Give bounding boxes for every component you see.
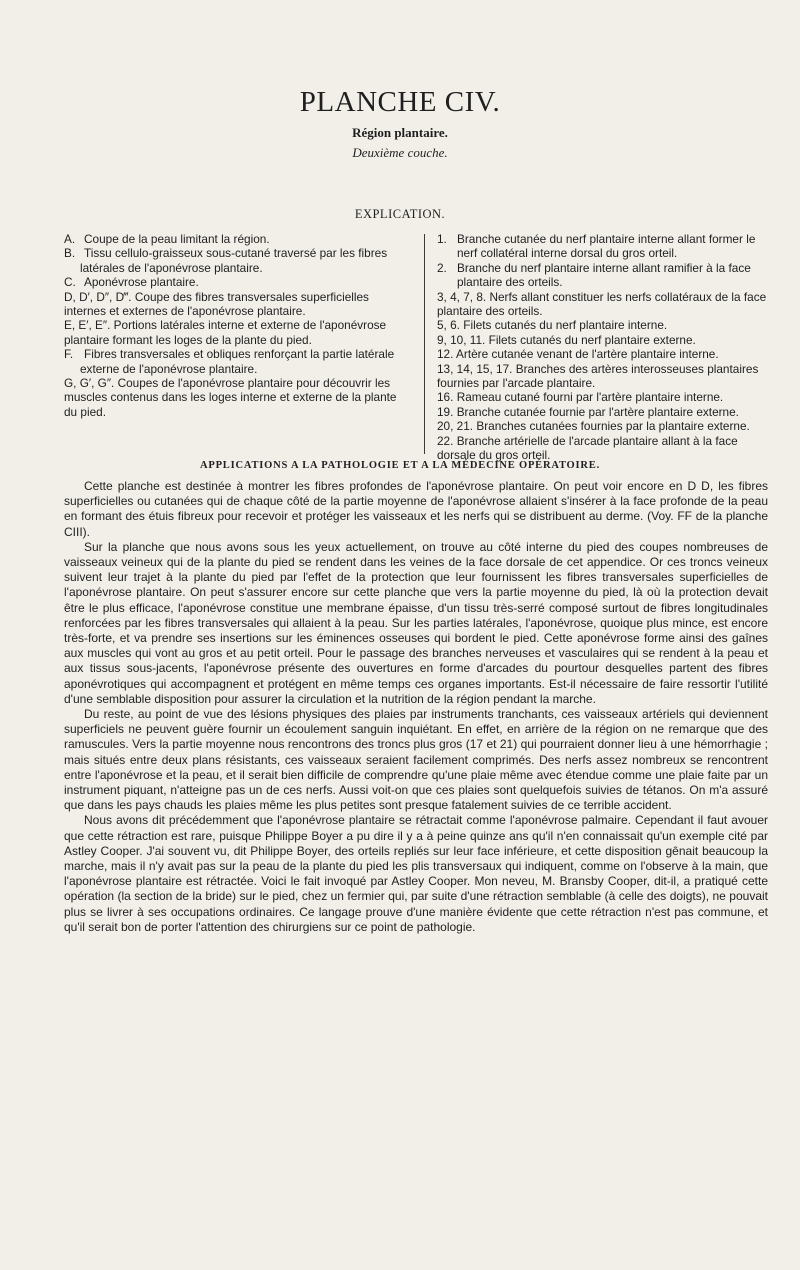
legend-text: Branche du nerf plantaire interne allant ramifier à la face plantaire des orteils. [457,260,751,290]
legend-text: Filets cutanés du nerf plantaire interne. [463,318,668,333]
legend-key: C. [64,275,76,290]
legend-key: E, E′, E″. [64,318,111,333]
legend-entry [437,405,767,419]
legend-entry [64,318,412,347]
legend-entry [64,275,412,289]
legend-entry [64,232,412,246]
paragraph: Sur la planche que nous avons sous les yeux actuellement, on trouve au côté interne du pied des coupes nombreuses de vaisseaux veineux qui de la plante du pied se rendent dans les veines de la face dorsale de cet appendice. Or ces troncs veineux suivent leur trajet à la plante du pied par l'effet de la protection que leur fournissent les fibres transversales superficielles de l'aponévrose plantaire. On peut s'assurer encore sur cette planche que vers la partie moyenne du pied, là où la protection devait être le plus efficace, l'aponévrose constitue une membrane épaisse, d'un tissu très-serré composé surtout de fibres longitudinales renforcées par les fibres transversales qui allaient à la peau. Sur les parties latérales, l'aponévrose, quoique plus mince, est encore très-forte, et va prendre ses insertions sur les éminences osseuses qui bordent le pied. Cette aponévrose forme ainsi des gaînes aux muscles qui vont au gros et au petit orteil. Pour le passage des branches nerveuses et vasculaires qui se rendent à la peau et aux tissus sous-jacents, l'aponévrose présente des ouvertures en forme d'arcades du pourtour desquelles partent des fibres aponévrotiques qui accompagnent et protégent en même temps ces organes importants. Est-il nécessaire de faire ressortir l'utilité d'une semblable disposition pour assurer la circulation et la nutrition de la région pendant la marche. [64,539,768,706]
legend-entry [437,362,767,391]
legend-text: Aponévrose plantaire. [84,275,199,290]
legend-entry [64,347,412,376]
legend-text: Branches des artères interosseuses plantaires fournies par l'arcade plantaire. [437,361,759,391]
legend-key: G, G′, G″. [64,376,115,391]
legend-text: Branche cutanée du nerf plantaire interne allant former le nerf collatéral interne dorsal du gros orteil. [457,232,756,261]
legend-key: B. [64,246,76,261]
legend-entry [437,290,767,319]
legend-text: Fibres transversales et obliques renforçant la partie latérale externe de l'aponévrose plantaire. [80,347,395,376]
legend-entry [437,318,767,332]
legend-text: Artère cutanée venant de l'artère plantaire interne. [456,347,719,362]
legend-text: Branches cutanées fournies par la plantaire externe. [476,419,750,434]
legend-entry [437,333,767,347]
paragraph: Cette planche est destinée à montrer les fibres profondes de l'aponévrose plantaire. On peut voir encore en D D, les fibres superficielles ou cutanées qui de chaque côté de la partie moyenne de l'aponévrose allaient s'insérer à la face profonde de la peau en formant des étuis fibreux pour recevoir et protéger les vaisseaux et les nerfs qui se distribuent au derme. (Voy. FF de la planche CIII). [64,479,768,539]
legend-key: 20, 21. [437,419,474,434]
legend-key: 5, 6. [437,318,460,333]
legend-key: 3, 4, 7, 8. [437,289,487,304]
legend-key: 9, 10, 11. [437,332,486,347]
legend-key: 19. [437,404,454,419]
legend-key: F. [64,347,74,362]
legend-key: 12. [437,347,454,362]
legend-entry [437,419,767,433]
legend-entry [437,390,767,404]
legend-text: Branche cutanée fournie par l'artère plantaire externe. [456,404,739,419]
legend-key: D, D′, D″, D‴. [64,289,132,304]
legend-right-column [437,232,767,463]
legend-text: Coupe de la peau limitant la région. [84,232,270,246]
legend-key: 13, 14, 15, 17. [437,361,513,376]
plate-title: PLANCHE CIV. [299,86,501,118]
region-subtitle: Région plantaire. [352,125,448,140]
legend-left-column [64,232,412,419]
explanation-heading: EXPLICATION. [354,207,446,221]
legend-text: Portions latérales interne et externe de l'aponévrose plantaire formant les loges de la plante du pied. [64,318,387,347]
legend-entry [437,434,767,463]
legend-text: Tissu cellulo-graisseux sous-cutané traversé par les fibres latérales de l'aponévrose plantaire. [80,246,388,275]
legend-entry [437,232,767,261]
legend-text: Nerfs allant constituer les nerfs collatéraux de la face plantaire des orteils. [437,289,767,319]
column-divider [424,234,425,454]
legend-key: A. [64,232,76,246]
legend-key: 2. [437,260,447,275]
paragraph: Nous avons dit précédemment que l'aponévrose plantaire se rétractait comme l'aponévrose palmaire. Cependant il faut avouer que cette rétraction est rare, puisque Philippe Boyer a pu dire il y a à peine quinze ans qu'il n'en connaissait qu'un exemple cité par Astley Cooper. J'ai souvent vu, dit Philippe Boyer, des orteils repliés sur leur face inférieure, et cette disposition gênait beaucoup la marche, mais il n'y avait pas sur la peau de la plante du pied les plis transversaux qui indiquent, comme on l'observe à la main, que l'aponévrose plantaire est rétractée. Voici le fait invoqué par Astley Cooper. Mon neveu, M. Bransby Cooper, dit-il, a pratiqué cette opération (la section de la bride) sur le pied, chez un fermier qui, par suite d'une rétraction semblable (à celle des doigts), ne pouvait plus se livrer à ses occupations ordinaires. Ce langage prouve d'une manière évidente que cette rétraction n'est pas commune, et qu'il serait bon de porter l'attention des chirurgiens sur ce point de pathologie. [64,813,768,934]
legend-entry [437,261,767,290]
legend-entry [64,290,412,319]
legend-text: Filets cutanés du nerf plantaire externe. [488,332,696,347]
legend-key: 1. [437,232,447,246]
body-text [64,479,768,935]
paragraph: Du reste, au point de vue des lésions physiques des plaies par instruments tranchants, ces vaisseaux artériels qui deviennent superficiels ne peuvent guère fournir un écoulement sanguin inquiétant. En effet, en arrière de la région on ne remarque que des ramuscules. Vers la partie moyenne nous rencontrons des troncs plus gros (17 et 21) qui pourraient donner lieu à une hémorrhagie ; mais situés entre deux plans résistants, ces vaisseaux seraient facilement comprimés. Des nerfs assez nombreux se rencontrent entre l'aponévrose et la peau, et il serait bien difficile de comprendre qu'une plaie même avec étendue comme une plaie faite par un instrument piquant, n'atteigne pas un de ces nerfs. Aussi voit-on que ces plaies sont quelquefois suivies de tétanos. On m'a assuré que dans les pays chauds les plaies même les plus petites sont presque fatalement suivies de ce terrible accident. [64,707,768,813]
applications-heading: APPLICATIONS A LA PATHOLOGIE ET A LA MÉDECINE OPÉRATOIRE. [199,460,601,471]
legend-entry [64,376,412,419]
legend-text: Coupes de l'aponévrose plantaire pour découvrir les muscles contenus dans les loges interne et externe de la plante du pied. [64,376,397,419]
legend-entry [64,246,412,275]
legend-text: Coupe des fibres transversales superficielles internes et externes de l'aponévrose plantaire. [64,289,369,319]
legend-entry [437,347,767,361]
legend-text: Rameau cutané fourni par l'artère plantaire interne. [456,390,724,405]
legend-key: 16. [437,390,454,405]
legend-text: Branche artérielle de l'arcade plantaire allant à la face dorsale du gros orteil. [437,433,738,463]
legend-key: 22. [437,433,454,448]
layer-subtitle: Deuxième couche. [352,145,448,160]
